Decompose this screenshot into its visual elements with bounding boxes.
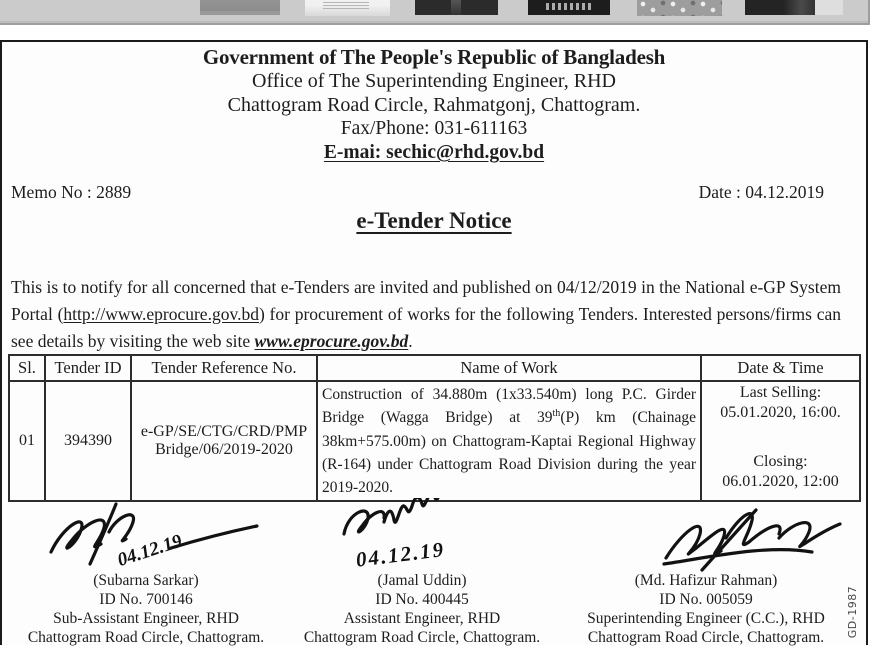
signatory-designation: Superintending Engineer (C.C.), RHD: [587, 610, 825, 627]
column-header-sl: Sl.: [9, 355, 45, 381]
cell-date-time: [701, 381, 860, 501]
org-name-line: Government of The People's Republic of Bangladesh: [202, 45, 666, 69]
cell-tender-id: 394390: [45, 381, 131, 501]
table-header-row: [9, 355, 860, 381]
signature-block-2: [286, 498, 558, 647]
handwritten-date: 04.12.19: [114, 530, 185, 572]
cell-name-of-work: Construction of 34.880m (1x33.540m) long P.C. Girder Bridge (Wagga Bridge) at 39th(P) km (Chainage 38km+575.00m) on Chattogram-Kaptai Regional Highway (R-164) under Chattogram Road Division during the year 2019-2020.: [317, 381, 701, 501]
signatory-name: (Subarna Sarkar): [93, 572, 199, 589]
signature-block-3: [562, 498, 850, 647]
signatory-name: (Md. Hafizur Rahman): [634, 572, 778, 589]
signatory-id: ID No. 400445: [375, 591, 469, 608]
clipping-thumbnail-3[interactable]: [415, 0, 498, 15]
signatory-id: ID No. 005059: [659, 591, 753, 608]
last-selling-label: Last Selling:: [739, 384, 822, 401]
signatory-office: Chattogram Road Circle, Chattogram.: [303, 629, 541, 646]
tender-notice-document: [0, 40, 868, 645]
table-row: [9, 381, 860, 501]
notice-date: Date : 04.12.2019: [698, 182, 824, 202]
signature-scribble-icon: [21, 498, 271, 574]
clipping-thumbnail-2[interactable]: [305, 0, 390, 16]
clipping-thumbnail-5[interactable]: [637, 0, 722, 16]
closing-label: Closing:: [753, 452, 808, 470]
url-eprocure-secondary: www.eprocure.gov.bd: [254, 330, 409, 351]
column-header-name-of-work: Name of Work: [317, 355, 701, 381]
signatory-id: ID No. 700146: [99, 591, 193, 608]
letterhead: [2, 45, 866, 165]
signatory-office: Chattogram Road Circle, Chattogram.: [587, 629, 825, 646]
fax-phone-line: Fax/Phone: 031-611163: [340, 118, 528, 139]
url-eprocure-primary: http://www.eprocure.gov.bd: [63, 303, 259, 324]
cell-reference: e-GP/SE/CTG/CRD/PMP Bridge/06/2019-2020: [131, 381, 317, 501]
signature-scribble-icon: [606, 498, 856, 574]
clipping-thumbnail-4[interactable]: [528, 0, 610, 15]
closing-value: 06.01.2020, 12:00: [722, 473, 839, 491]
cell-sl: 01: [9, 381, 45, 501]
column-header-tender-id: Tender ID: [45, 355, 131, 381]
last-selling-value: 05.01.2020, 16:00.: [720, 404, 841, 422]
column-header-reference: Tender Reference No.: [131, 355, 317, 381]
signatory-name: (Jamal Uddin): [377, 572, 467, 589]
email-line: E-mai: sechic@rhd.gov.bd: [323, 142, 545, 163]
signatory-designation: Sub-Assistant Engineer, RHD: [53, 610, 239, 627]
notice-title: e-Tender Notice: [356, 208, 512, 233]
intro-paragraph: This is to notify for all concerned that e-Tenders are invited and published on 04/12/2019 in the National e-GP System Portal (http://www.eprocure.gov.bd) for procurement of works for the following Tenders. Interested persons/firms can see details by visiting the web site www.eprocure.gov.bd.: [11, 276, 841, 351]
gd-reference-note: GD-1987: [846, 585, 859, 639]
signature-scribble-icon: [322, 498, 522, 574]
signatory-office: Chattogram Road Circle, Chattogram.: [27, 629, 265, 646]
handwritten-date: 04.12.19: [354, 537, 447, 572]
tender-table: [8, 354, 861, 502]
clipping-thumbnail-1[interactable]: [200, 0, 280, 15]
column-header-date-time: Date & Time: [701, 355, 860, 381]
signature-block-1: [6, 498, 286, 647]
thumbnail-strip: [0, 0, 870, 25]
memo-date-row: [11, 182, 824, 203]
clipping-thumbnail-6[interactable]: [745, 0, 815, 15]
office-line: Office of The Superintending Engineer, RHD: [252, 70, 616, 92]
address-line: Chattogram Road Circle, Rahmatgonj, Chattogram.: [227, 94, 641, 116]
clipping-thumbnail-6-edge: [815, 0, 843, 15]
signatory-designation: Assistant Engineer, RHD: [343, 610, 501, 627]
memo-number: Memo No : 2889: [11, 182, 132, 202]
